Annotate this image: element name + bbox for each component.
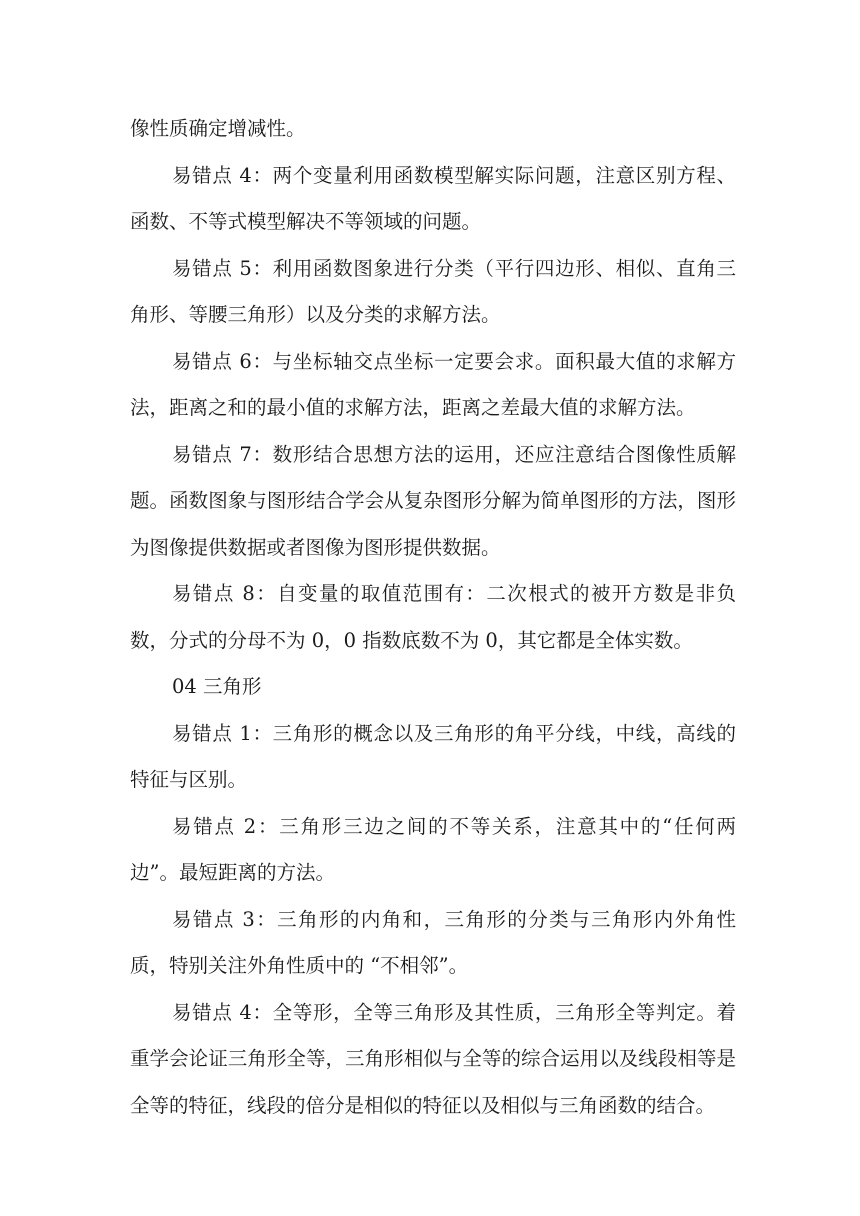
paragraph-pitfall-8: 易错点 8：自变量的取值范围有：二次根式的被开方数是非负数，分式的分母不为 0，0 指数底数不为 0，其它都是全体实数。 xyxy=(130,582,736,652)
paragraph-pitfall-5: 易错点 5：利用函数图象进行分类（平行四边形、相似、直角三角形、等腰三角形）以及分类的求解方法。 xyxy=(130,256,736,326)
section-heading-triangle: 04 三角形 xyxy=(172,675,262,698)
paragraph-pitfall-4: 易错点 4：两个变量利用函数模型解实际问题，注意区别方程、函数、不等式模型解决不等领域的问题。 xyxy=(130,163,736,233)
document-body xyxy=(130,106,736,1129)
paragraph-triangle-pitfall-4: 易错点 4：全等形，全等三角形及其性质，三角形全等判定。着重学会论证三角形全等，三角形相似与全等的综合运用以及线段相等是全等的特征，线段的倍分是相似的特征以及相似与三角函数的结合。 xyxy=(130,1000,736,1117)
paragraph-continuation: 像性质确定增减性。 xyxy=(130,117,306,140)
paragraph-pitfall-6: 易错点 6：与坐标轴交点坐标一定要会求。面积最大值的求解方法，距离之和的最小值的求解方法，距离之差最大值的求解方法。 xyxy=(130,349,736,419)
paragraph-triangle-pitfall-1: 易错点 1：三角形的概念以及三角形的角平分线，中线，高线的特征与区别。 xyxy=(130,721,736,791)
paragraph-triangle-pitfall-3: 易错点 3：三角形的内角和，三角形的分类与三角形内外角性质，特别关注外角性质中的 “不相邻”。 xyxy=(130,907,736,977)
paragraph-pitfall-7: 易错点 7：数形结合思想方法的运用，还应注意结合图像性质解题。函数图象与图形结合学会从复杂图形分解为简单图形的方法，图形为图像提供数据或者图像为图形提供数据。 xyxy=(130,442,736,559)
paragraph-triangle-pitfall-2: 易错点 2：三角形三边之间的不等关系，注意其中的“任何两边”。最短距离的方法。 xyxy=(130,814,736,884)
